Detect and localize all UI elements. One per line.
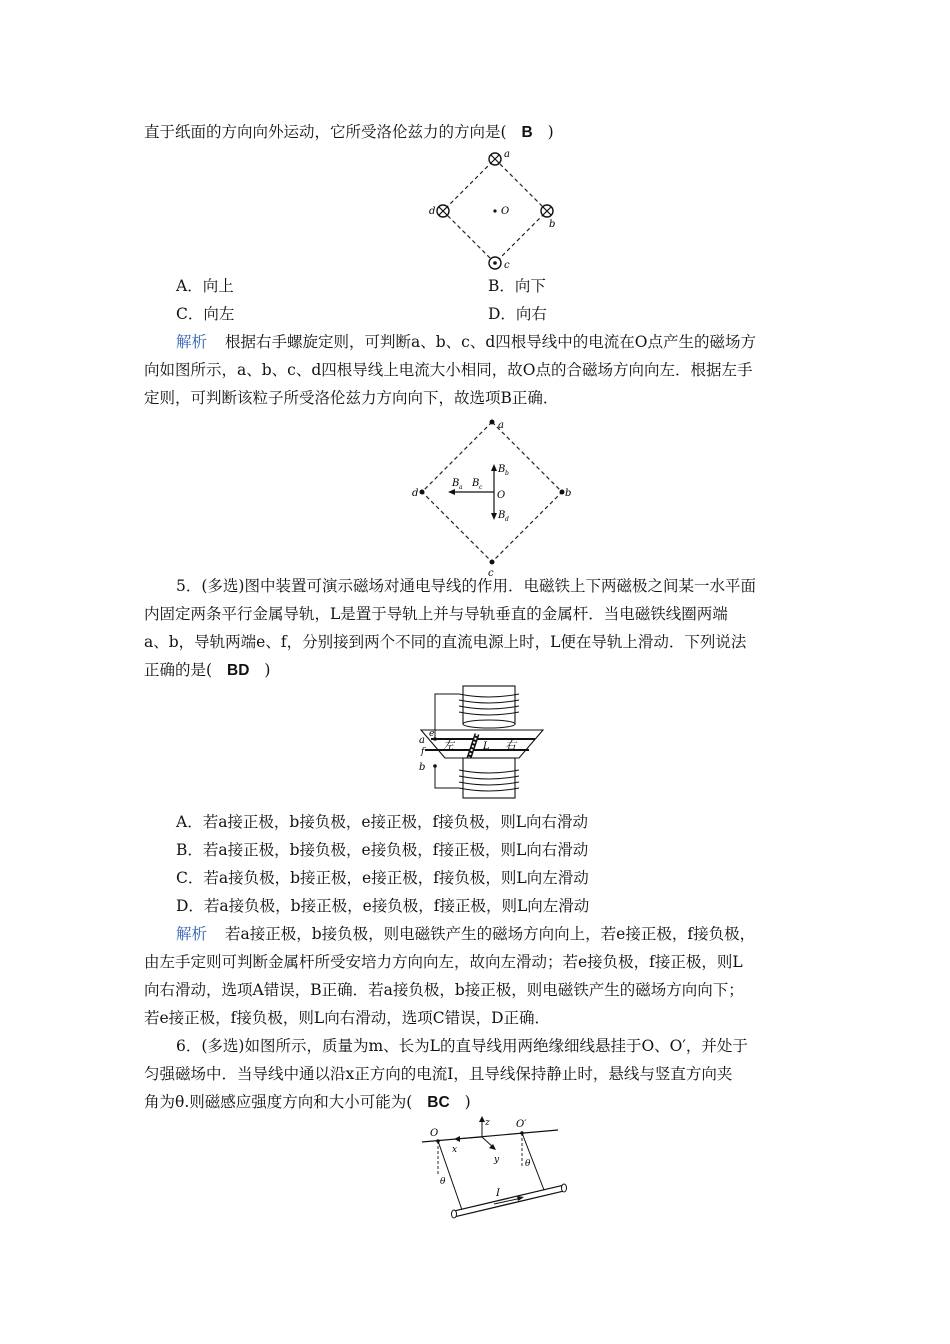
q5-electromagnet-figure [415,686,555,814]
q5-stem-line2: 内固定两条平行金属导轨，L是置于导轨上并与导轨垂直的金属杆．当电磁铁线圈两端 [144,605,728,623]
svg-text:x: x [452,1145,458,1155]
q5-option-d: D．若a接负极，b接正极，e接负极，f接正极，则L向左滑动 [176,897,590,915]
q4-option-a: A．向上 [176,277,234,295]
q6-answer: BC [427,1094,450,1111]
svg-text:O: O [430,1128,439,1139]
svg-text:O: O [497,490,506,501]
q4-stem-end: 直于纸面的方向向外运动，它所受洛伦兹力的方向是( B ) [144,123,554,141]
svg-text:左: 左 [443,739,454,752]
q4-explanation-line1: 解析 根据右手螺旋定则，可判断a、b、c、d四根导线中的电流在O点产生的磁场方 [176,333,756,351]
q5-explanation-line1: 解析 若a接正极，b接负极，则电磁铁产生的磁场方向向上，若e接正极，f接负极， [176,925,756,943]
svg-text:a: a [498,420,504,431]
q4-option-d: D．向右 [488,305,547,323]
svg-text:θ: θ [440,1177,446,1187]
q4-explanation-line2: 向如图所示，a、b、c、d四根导线上电流大小相同，故O点的合磁场方向向左．根据左手 [144,361,753,379]
label-b: b [549,219,556,230]
q4-explanation-line3: 定则，可判断该粒子所受洛伦兹力方向向下，故选项B正确． [144,389,559,407]
q5-stem-line4: 正确的是( BD ) [144,661,271,679]
svg-text:c: c [479,484,483,491]
q5-option-a: A．若a接正极，b接负极，e接正极，f接负极，则L向右滑动 [176,813,589,831]
svg-text:d: d [412,488,419,499]
svg-text:O′: O′ [516,1119,527,1130]
q4-figure-wires [425,145,565,275]
wire-d-into-page [437,205,449,217]
svg-text:e: e [429,729,435,739]
svg-text:b: b [565,488,572,499]
q4-answer: B [521,124,533,141]
label-d: d [429,206,436,217]
svg-text:d: d [505,516,509,523]
label-c: c [504,260,510,271]
svg-text:a: a [419,735,425,746]
jiexi-label: 解析 [176,333,208,351]
label-bb: B [498,464,506,475]
q4-option-c: C．向左 [176,305,235,323]
q5-explanation-line4: 若e接正极，f接负极，则L向右滑动，选项C错误，D正确． [144,1009,550,1027]
label-o: O [501,206,510,217]
q6-stem-line1: 6．(多选)如图所示，质量为m、长为L的直导线用两绝缘细线悬挂于O、O′，并处于 [176,1037,748,1055]
center-point-o [493,209,496,212]
svg-text:b: b [419,762,426,773]
q5-stem-line3: a、b，导轨两端e、f，分别接到两个不同的直流电源上时，L便在导轨上滑动．下列说法 [144,633,747,651]
svg-text:θ: θ [525,1159,531,1169]
label-bd: B [498,510,506,521]
svg-text:I: I [496,1188,500,1199]
wire-c-out-of-page [489,257,501,269]
wire-b-into-page [541,205,553,217]
q6-suspended-wire-figure [418,1114,578,1224]
q4-field-figure [410,414,575,579]
svg-text:L: L [483,741,490,752]
q5-option-c: C．若a接负极，b接正极，e接正极，f接负极，则L向左滑动 [176,869,589,887]
svg-text:b: b [505,470,509,477]
label-a: a [504,149,510,160]
svg-text:a: a [459,484,463,491]
wire-a-into-page [489,153,501,165]
q5-stem-line1: 5．(多选)图中装置可演示磁场对通电导线的作用．电磁铁上下两磁极之间某一水平面 [176,577,756,595]
svg-text:右: 右 [505,739,516,752]
label-bc: B [472,478,480,489]
q5-answer: BD [227,662,250,679]
label-ba: B [452,478,460,489]
q5-option-b: B．若a接正极，b接负极，e接负极，f接正极，则L向右滑动 [176,841,589,859]
svg-text:z: z [485,1118,490,1128]
svg-text:y: y [494,1155,500,1165]
q6-stem-line3: 角为θ.则磁感应强度方向和大小可能为( BC ) [144,1093,471,1111]
svg-text:f: f [421,747,425,757]
q6-stem-line2: 匀强磁场中．当导线中通以沿x正方向的电流I，且导线保持静止时，悬线与竖直方向夹 [144,1065,733,1083]
q5-explanation-line2: 由左手定则可判断金属杆所受安培力方向向左，故向左滑动；若e接负极，f接正极，则L [144,953,743,971]
q4-option-b: B．向下 [488,277,546,295]
svg-text:c: c [488,568,494,579]
jiexi-label: 解析 [176,925,208,943]
q5-explanation-line3: 向右滑动，选项A错误，B正确．若a接负极，b接正极，则电磁铁产生的磁场方向向下； [144,981,744,999]
